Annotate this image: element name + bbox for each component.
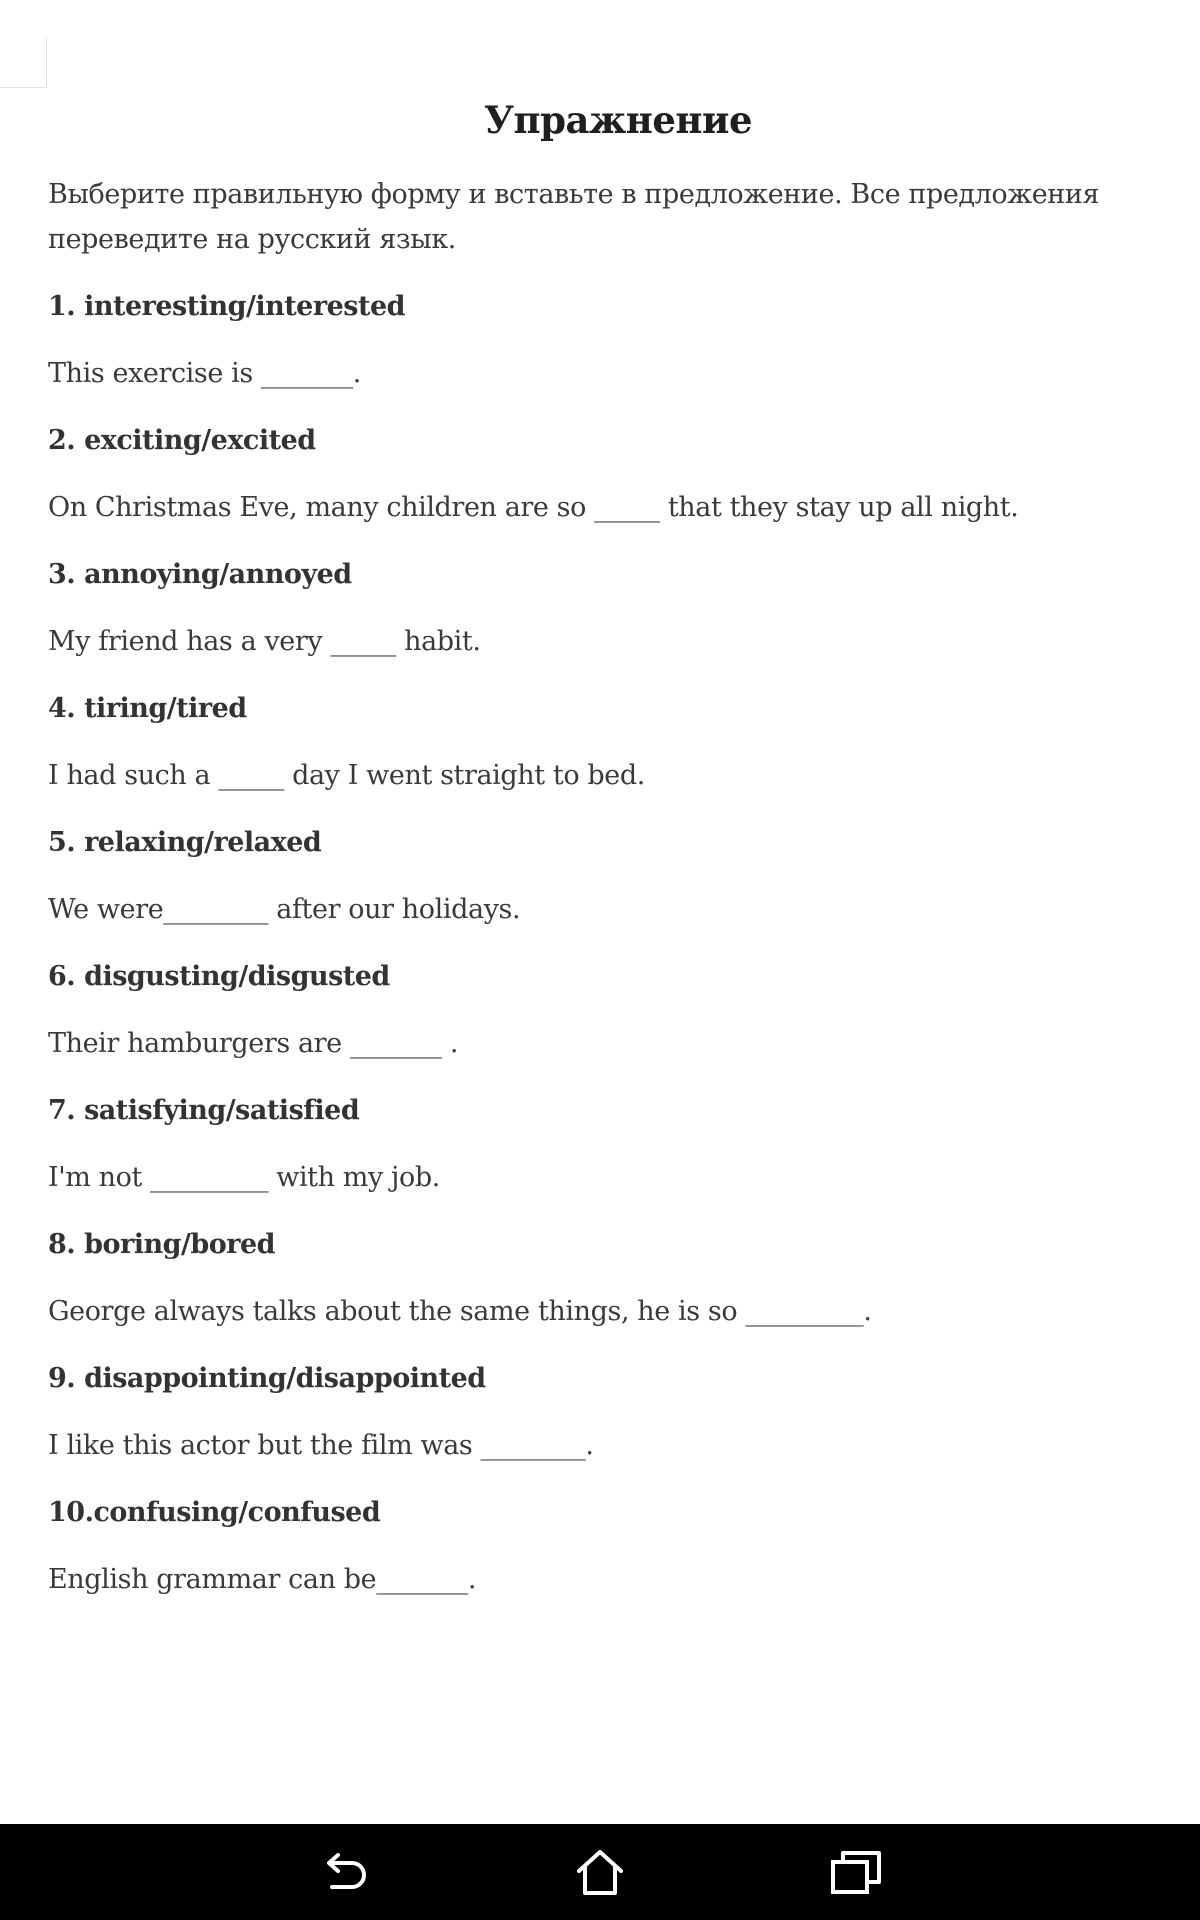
- recent-apps-icon: [829, 1848, 883, 1896]
- exercise-item-heading: 8. boring/bored: [48, 1229, 275, 1260]
- exercise-item-sentence: I like this actor but the film was ________.: [48, 1430, 594, 1461]
- page-title: Упражнение: [483, 98, 752, 142]
- exercise-item-heading: 9. disappointing/disappointed: [48, 1363, 486, 1394]
- exercise-item-sentence: George always talks about the same things, he is so _________.: [48, 1296, 872, 1327]
- exercise-item-sentence: I'm not _________ with my job.: [48, 1162, 440, 1193]
- recent-apps-button[interactable]: [826, 1844, 886, 1900]
- exercise-item-sentence: English grammar can be_______.: [48, 1564, 477, 1595]
- exercise-item-sentence: My friend has a very _____ habit.: [48, 626, 481, 657]
- exercise-item-sentence: On Christmas Eve, many children are so _____ that they stay up all night.: [48, 492, 1019, 523]
- exercise-item-heading: 3. annoying/annoyed: [48, 559, 352, 590]
- exercise-item-heading: 10.confusing/confused: [48, 1497, 381, 1528]
- instructions-text: Выберите правильную форму и вставьте в предложение. Все предложения переведите на русский язык.: [48, 179, 1100, 255]
- back-button[interactable]: [314, 1844, 374, 1900]
- exercise-item-sentence: We were________ after our holidays.: [48, 894, 521, 925]
- exercise-item-heading: 5. relaxing/relaxed: [48, 827, 322, 858]
- exercise-item-heading: 1. interesting/interested: [48, 291, 405, 322]
- exercise-item-sentence: I had such a _____ day I went straight to bed.: [48, 760, 645, 791]
- exercise-item-heading: 6. disgusting/disgusted: [48, 961, 390, 992]
- system-navigation-bar: [0, 1824, 1200, 1920]
- exercise-item-sentence: Their hamburgers are _______ .: [48, 1028, 459, 1059]
- back-arrow-icon: [318, 1849, 370, 1895]
- exercise-item-heading: 4. tiring/tired: [48, 693, 247, 724]
- exercise-item-sentence: This exercise is _______.: [48, 358, 361, 389]
- page-corner-fold: [0, 38, 47, 88]
- document-body: [48, 92, 1188, 1624]
- home-button[interactable]: [570, 1844, 630, 1900]
- exercise-item-heading: 7. satisfying/satisfied: [48, 1095, 360, 1126]
- home-icon: [573, 1847, 627, 1897]
- exercise-item-heading: 2. exciting/excited: [48, 425, 316, 456]
